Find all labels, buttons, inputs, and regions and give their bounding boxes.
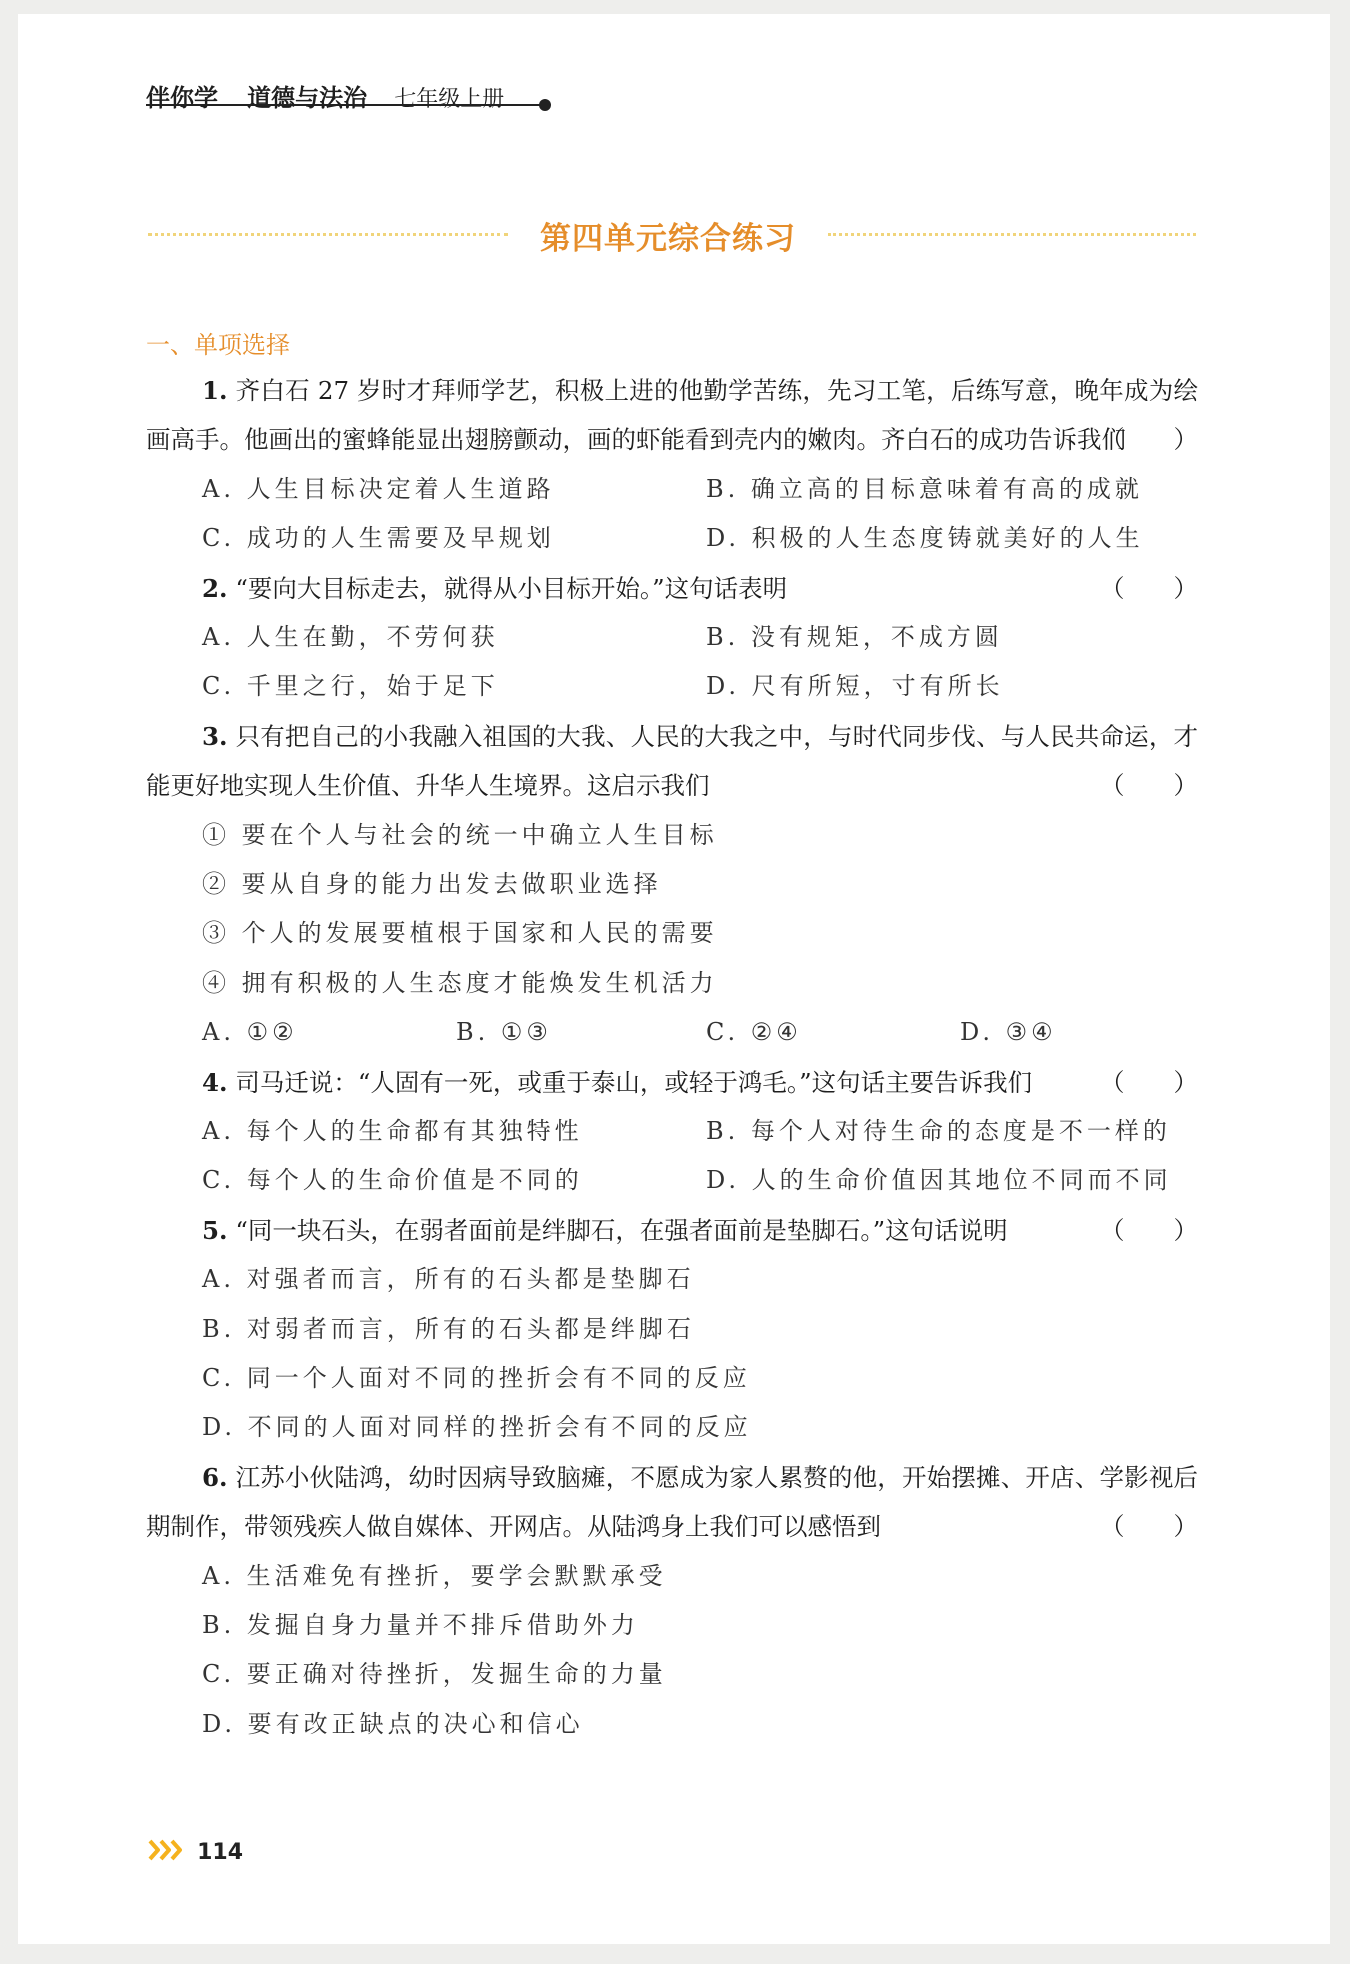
option-d[interactable]: D. 积极的人生态度铸就美好的人生: [706, 524, 1144, 553]
question-1: [146, 366, 1198, 465]
question-2: [146, 564, 1198, 613]
statement-2: ② 要从自身的能力出发去做职业选择: [202, 869, 662, 898]
answer-bracket[interactable]: （ ）: [1100, 1215, 1198, 1245]
question-5: [146, 1206, 1198, 1255]
options-row: [146, 514, 1198, 563]
question-4: [146, 1058, 1198, 1107]
option-b[interactable]: B. 没有规矩，不成方圆: [706, 623, 1003, 651]
question-number: 4.: [202, 1067, 228, 1097]
question-number: 5.: [202, 1215, 228, 1245]
section-title: 一、单项选择: [146, 331, 290, 359]
option-a[interactable]: A. 生活难免有挫折，要学会默默承受: [202, 1561, 667, 1590]
question-stem: 司马迁说：“人固有一死，或重于泰山，或轻于鸿毛。”这句话主要告诉我们: [235, 1067, 1033, 1097]
header-dot-icon: [539, 99, 551, 111]
options-row: [146, 465, 1198, 514]
question-number: 6.: [202, 1462, 228, 1492]
question-stem: 齐白石 27 岁时才拜师学艺，积极上进的他勤学苦练，先习工笔，后练写意，晚年成为绘画高手。他画出的蜜蜂能显出翅膀颤动，画的虾能看到壳内的嫩肉。齐白石的成功告诉我们: [146, 376, 1198, 455]
title-dotted-line-right: [828, 233, 1196, 236]
options-row: [146, 1156, 1198, 1205]
question-number: 2.: [202, 573, 228, 603]
answer-bracket[interactable]: （ ）: [1100, 771, 1198, 801]
answer-bracket[interactable]: （ ）: [1100, 1512, 1198, 1542]
book-header: [146, 78, 504, 112]
option-d[interactable]: D. 不同的人面对同样的挫折会有不同的反应: [202, 1413, 752, 1442]
statement-3: ③ 个人的发展要植根于国家和人民的需要: [202, 919, 718, 948]
question-6: [146, 1453, 1198, 1552]
question-stem: 江苏小伙陆鸿，幼时因病导致脑瘫，不愿成为家人累赘的他，开始摆摊、开店、学影视后期制作，带领残疾人做自媒体、开网店。从陆鸿身上我们可以感悟到: [146, 1462, 1199, 1542]
statement-1: ① 要在个人与社会的统一中确立人生目标: [202, 820, 718, 849]
question-stem: 只有把自己的小我融入祖国的大我、人民的大我之中，与时代同步伐、与人民共命运，才能更好地实现人生价值、升华人生境界。这启示我们: [146, 721, 1199, 801]
option-c[interactable]: C. 每个人的生命价值是不同的: [202, 1166, 583, 1195]
question-number: 1.: [202, 376, 228, 405]
statement-4: ④ 拥有积极的人生态度才能焕发生机活力: [202, 968, 718, 997]
options-row: [146, 662, 1198, 711]
unit-title: 第四单元综合练习: [540, 221, 796, 257]
option-a[interactable]: A. 每个人的生命都有其独特性: [202, 1116, 583, 1145]
option-d[interactable]: D. 人的生命价值因其地位不同而不同: [706, 1166, 1172, 1195]
option-c[interactable]: C. 要正确对待挫折，发掘生命的力量: [202, 1660, 667, 1689]
option-b[interactable]: B. 发掘自身力量并不排斥借助外力: [202, 1610, 639, 1639]
option-c[interactable]: C. 成功的人生需要及早规划: [202, 524, 555, 553]
page-footer: [148, 1838, 243, 1868]
page-number: 114: [197, 1839, 244, 1865]
option-d[interactable]: D. ③④: [960, 1018, 1057, 1047]
option-b[interactable]: B. 确立高的目标意味着有高的成就: [706, 474, 1143, 503]
header-underline: [146, 104, 546, 106]
option-a[interactable]: A. 人生目标决定着人生道路: [202, 474, 555, 503]
option-a[interactable]: A. ①②: [202, 1018, 298, 1047]
answer-bracket[interactable]: （ ）: [1100, 573, 1198, 603]
option-b[interactable]: B. 对弱者而言，所有的石头都是绊脚石: [202, 1314, 695, 1343]
book-grade: 七年级上册: [394, 87, 505, 112]
options-row: [146, 613, 1198, 662]
question-number: 3.: [202, 721, 228, 751]
question-3: [146, 712, 1198, 811]
option-b[interactable]: B. 每个人对待生命的态度是不一样的: [706, 1116, 1171, 1145]
option-b[interactable]: B. ①③: [456, 1018, 552, 1047]
chevron-right-icon: [148, 1838, 186, 1866]
options-row: [146, 1008, 1198, 1057]
options-row: [146, 1107, 1198, 1156]
option-d[interactable]: D. 尺有所短，寸有所长: [706, 672, 1004, 701]
question-stem: “同一块石头，在弱者面前是绊脚石，在强者面前是垫脚石。”这句话说明: [235, 1215, 1008, 1245]
question-stem: “要向大目标走去，就得从小目标开始。”这句话表明: [235, 573, 788, 603]
title-dotted-line-left: [148, 233, 508, 236]
book-subject: 道德与法治: [247, 84, 368, 112]
book-brand: 伴你学: [146, 84, 218, 112]
option-c[interactable]: C. 同一个人面对不同的挫折会有不同的反应: [202, 1363, 751, 1392]
answer-bracket[interactable]: （ ）: [1100, 1067, 1198, 1097]
option-a[interactable]: A. 人生在勤，不劳何获: [202, 623, 499, 651]
answer-bracket[interactable]: （ ）: [1100, 425, 1198, 455]
option-d[interactable]: D. 要有改正缺点的决心和信心: [202, 1709, 584, 1738]
option-a[interactable]: A. 对强者而言，所有的石头都是垫脚石: [202, 1265, 695, 1294]
option-c[interactable]: C. 千里之行，始于足下: [202, 672, 499, 701]
option-c[interactable]: C. ②④: [706, 1018, 802, 1047]
question-list: [146, 366, 1198, 1749]
